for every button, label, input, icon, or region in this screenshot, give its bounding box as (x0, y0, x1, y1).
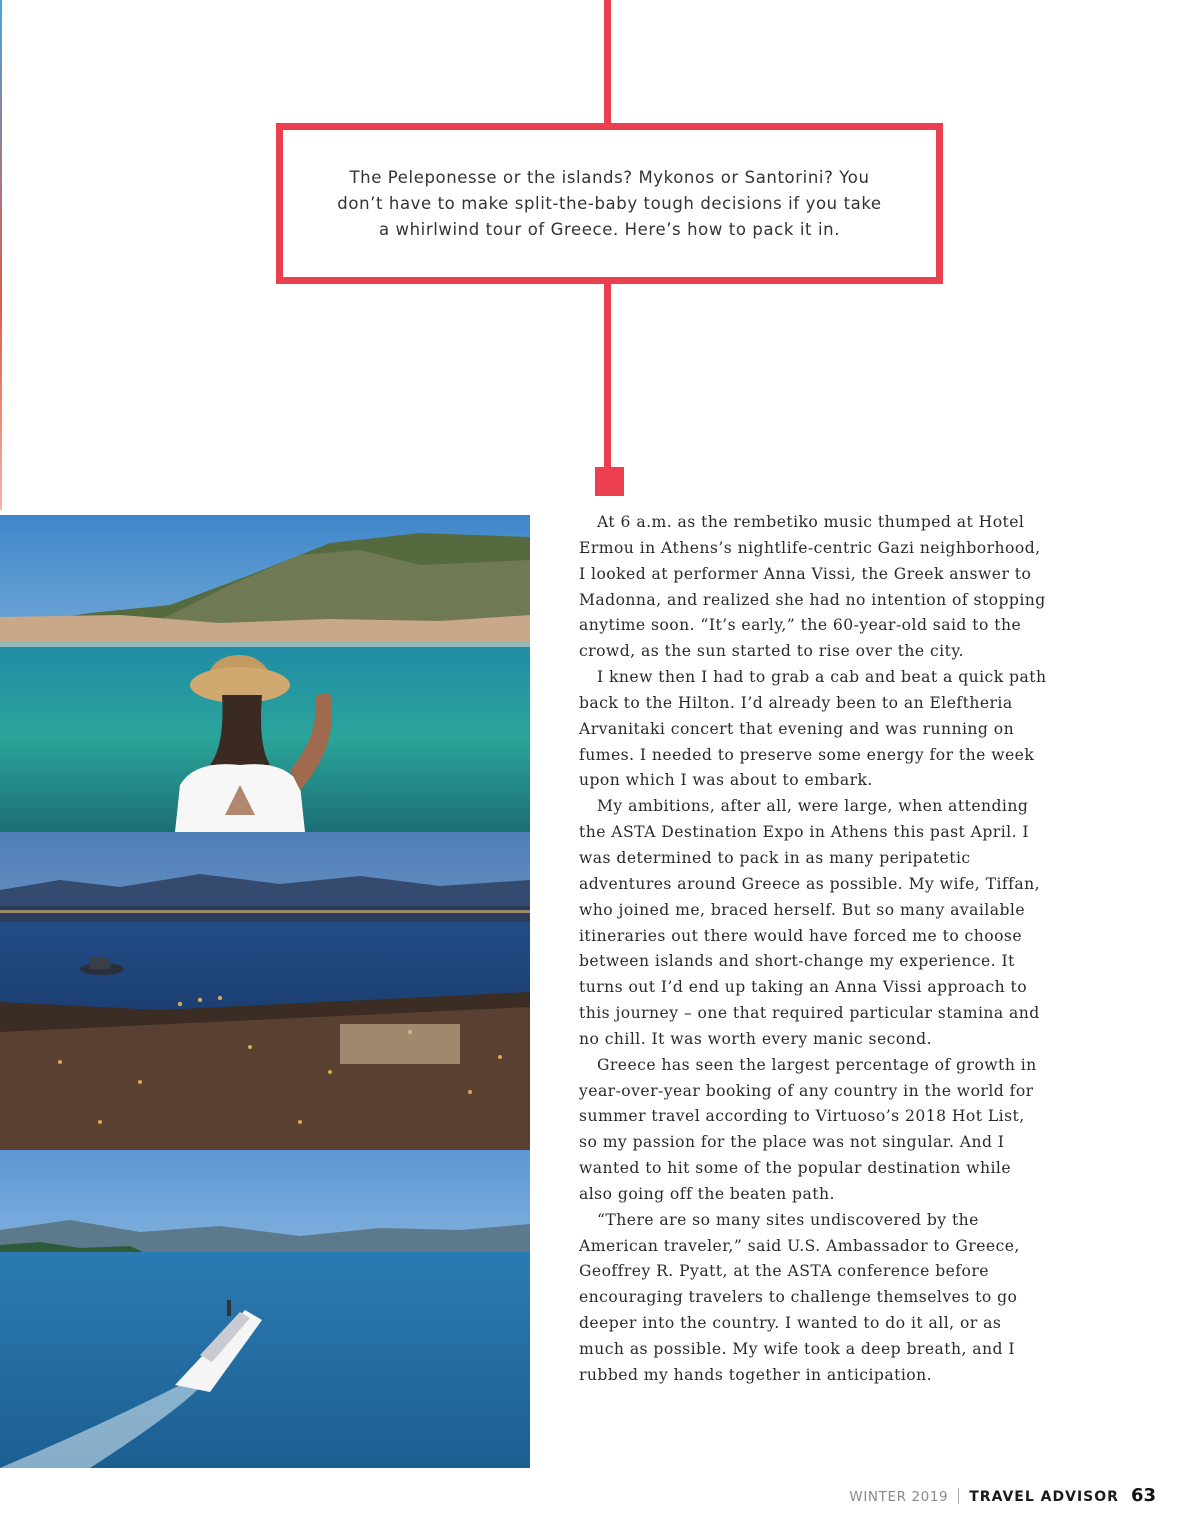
page-edge-strip (0, 0, 2, 510)
issue-label: WINTER 2019 (849, 1489, 949, 1505)
decorative-line-bottom (604, 283, 611, 470)
article-paragraph: My ambitions, after all, were large, when attending the ASTA Destination Expo in Athens this past April. I was determined to pack in as many peripatetic adventures around Greece as possible. My wife, Tiffan, who joined me, braced herself. But so many available itineraries out there would have forced me to choose between islands and short-change my experience. It turns out I’d end up taking an Anna Vissi approach to this journey – one that required particular stamina and no chill. It was worth every manic second. (579, 797, 1041, 1048)
article-body (579, 510, 1047, 1389)
article-paragraph: I knew then I had to grab a cab and beat a quick path back to the Hilton. I’d already been to an Eleftheria Arvanitaki concert that evening and was running on fumes. I needed to preserve some energy for the week upon which I was about to embark. (579, 668, 1047, 790)
article-paragraph: “There are so many sites undiscovered by the American traveler,” said U.S. Ambassador to Greece, Geoffrey R. Pyatt, at the ASTA conference before encouraging travelers to challenge themselves to go deeper into the country. I wanted to do it all, or as much as possible. My wife took a deep breath, and I rubbed my hands together in anticipation. (579, 1210, 1020, 1384)
page-number: 63 (1130, 1485, 1156, 1506)
page-footer (849, 1485, 1156, 1506)
magazine-name: TRAVEL ADVISOR (969, 1489, 1119, 1505)
article-paragraph: Greece has seen the largest percentage of growth in year-over-year booking of any country in the world for summer travel according to Virtuoso’s 2018 Hot List, so my passion for the place was not singular. And I wanted to hit some of the popular destination while also going off the beaten path. (579, 1055, 1037, 1203)
photo-ferry-sea (0, 1150, 530, 1468)
decorative-square (595, 467, 624, 496)
footer-divider (958, 1488, 959, 1504)
photo-town-dusk (0, 832, 530, 1150)
deck-box (276, 123, 943, 284)
deck-text: The Peleponesse or the islands? Mykonos or Santorini? You don’t have to make split-the-baby tough decisions if you take a whirlwind tour of Greece. Here’s how to pack it in. (337, 167, 882, 239)
article-paragraph: At 6 a.m. as the rembetiko music thumped at Hotel Ermou in Athens’s nightlife-centric Gazi neighborhood, I looked at performer Anna Vissi, the Greek answer to Madonna, and realized she had no intention of stopping anytime soon. “It’s early,” the 60-year-old said to the crowd, as the sun started to rise over the city. (579, 513, 1046, 661)
photo-woman-harbor (0, 515, 530, 832)
decorative-line-top (604, 0, 611, 125)
